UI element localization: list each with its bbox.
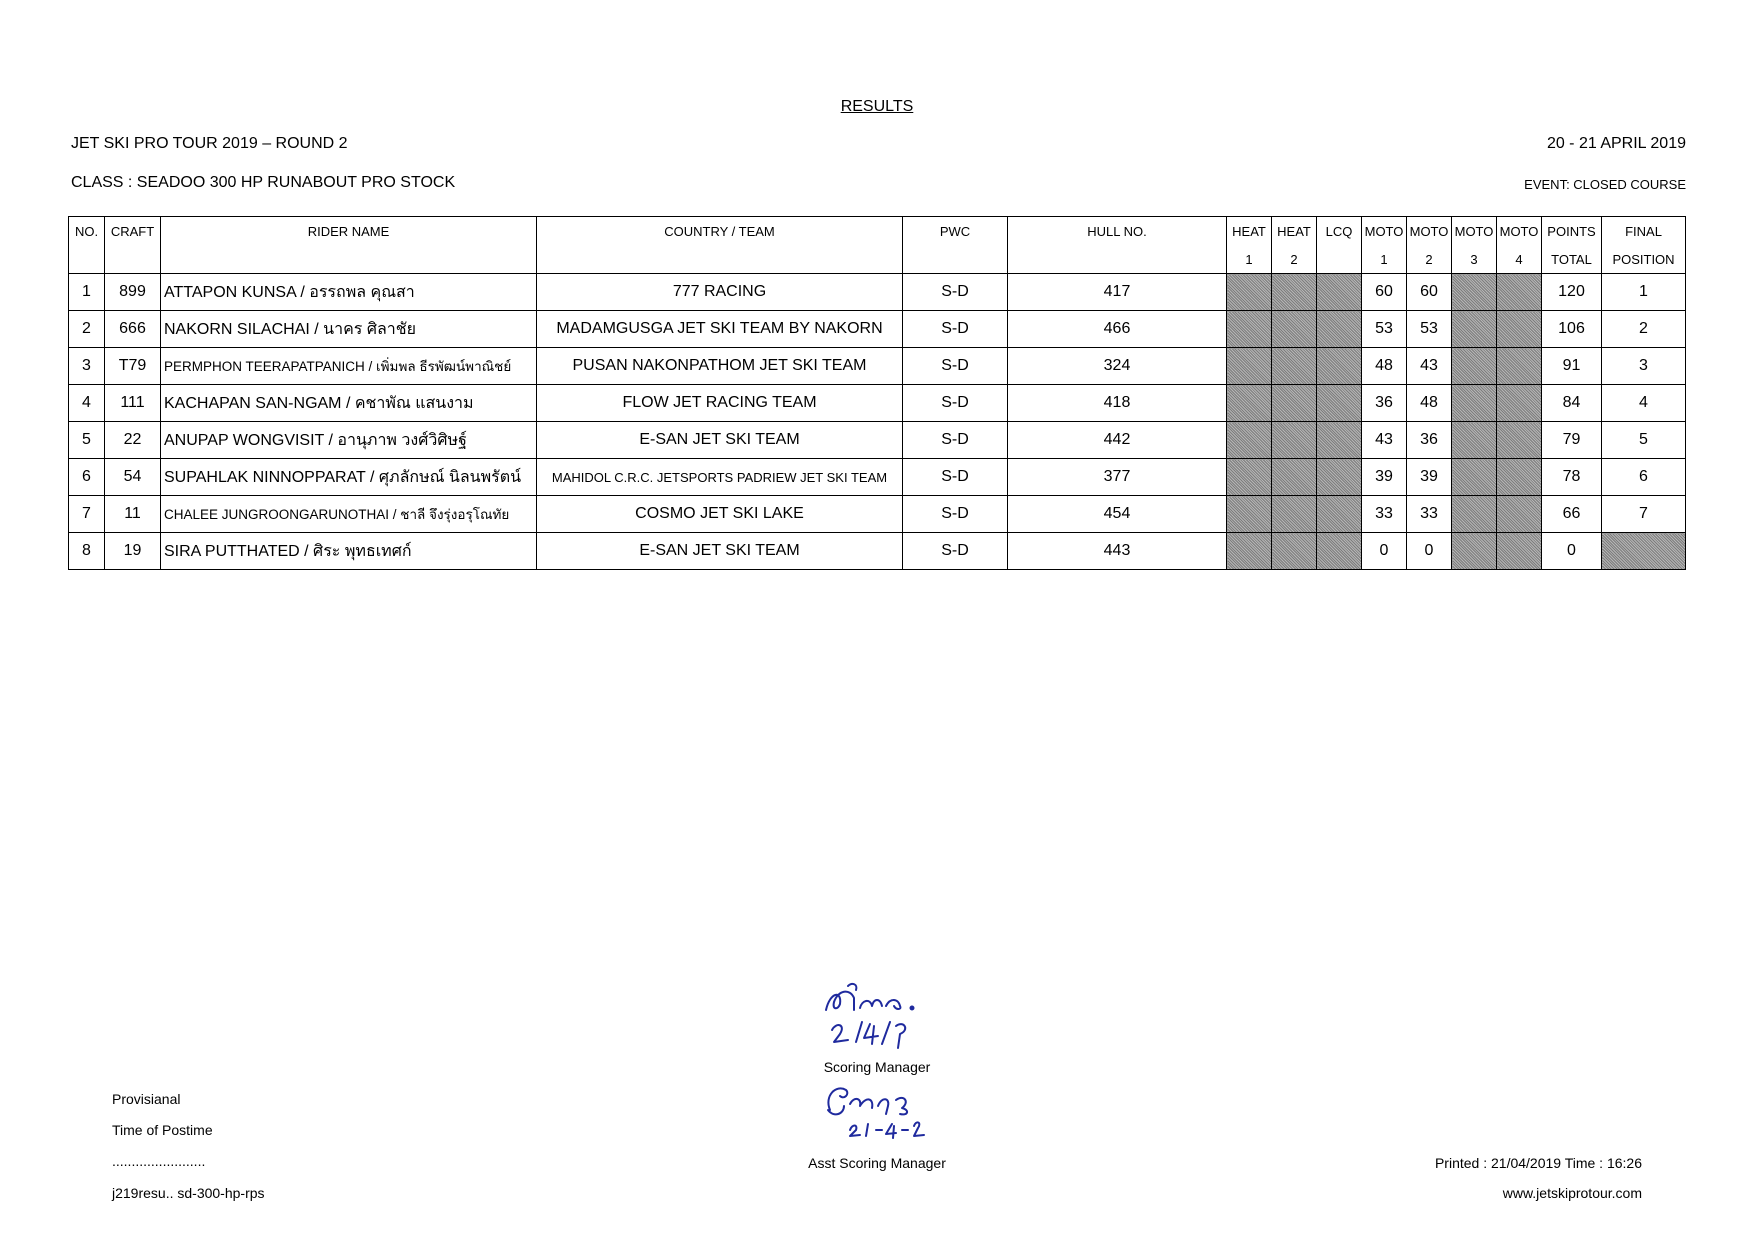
cell-moto3 [1452, 533, 1497, 570]
cell-moto2: 0 [1407, 533, 1452, 570]
col-pwc-sub [903, 245, 1008, 274]
cell-heat2 [1272, 348, 1317, 385]
cell-moto1: 36 [1362, 385, 1407, 422]
cell-craft: 666 [105, 311, 161, 348]
cell-craft: 899 [105, 274, 161, 311]
cell-rider: ATTAPON KUNSA / อรรถพล คุณสา [161, 274, 537, 311]
cell-team: E-SAN JET SKI TEAM [537, 422, 903, 459]
cell-rider: SUPAHLAK NINNOPPARAT / ศุภลักษณ์ นิลนพรัตน์ [161, 459, 537, 496]
cell-heat2 [1272, 274, 1317, 311]
cell-moto4 [1497, 311, 1542, 348]
cell-moto3 [1452, 274, 1497, 311]
col-no: NO. [69, 217, 105, 246]
cell-pwc: S-D [903, 496, 1008, 533]
event-type: EVENT: CLOSED COURSE [1524, 177, 1686, 192]
cell-moto4 [1497, 274, 1542, 311]
cell-rider: KACHAPAN SAN-NGAM / คชาพัณ แสนงาม [161, 385, 537, 422]
col-heat2: HEAT [1272, 217, 1317, 246]
cell-hull: 418 [1008, 385, 1227, 422]
cell-points: 79 [1542, 422, 1602, 459]
cell-moto1: 53 [1362, 311, 1407, 348]
cell-final: 2 [1602, 311, 1686, 348]
event-name: JET SKI PRO TOUR 2019 – ROUND 2 [71, 135, 348, 152]
col-heat1: HEAT [1227, 217, 1272, 246]
cell-moto3 [1452, 496, 1497, 533]
results-table-body [69, 274, 1686, 570]
time-of-postime-label: Time of Postime [112, 1122, 213, 1138]
col-moto4-sub: 4 [1497, 245, 1542, 274]
table-row [69, 385, 1686, 422]
col-heat1-sub: 1 [1227, 245, 1272, 274]
cell-team: PUSAN NAKONPATHOM JET SKI TEAM [537, 348, 903, 385]
cell-moto3 [1452, 385, 1497, 422]
cell-pwc: S-D [903, 311, 1008, 348]
page-title: RESULTS [840, 98, 914, 115]
cell-lcq [1317, 274, 1362, 311]
cell-hull: 443 [1008, 533, 1227, 570]
cell-heat1 [1227, 274, 1272, 311]
col-points: POINTS [1542, 217, 1602, 246]
col-team-sub [537, 245, 903, 274]
cell-heat1 [1227, 459, 1272, 496]
cell-moto2: 33 [1407, 496, 1452, 533]
cell-no: 6 [69, 459, 105, 496]
cell-heat2 [1272, 311, 1317, 348]
cell-moto3 [1452, 422, 1497, 459]
col-heat2-sub: 2 [1272, 245, 1317, 274]
cell-lcq [1317, 311, 1362, 348]
cell-moto2: 43 [1407, 348, 1452, 385]
cell-lcq [1317, 533, 1362, 570]
cell-team: COSMO JET SKI LAKE [537, 496, 903, 533]
cell-team: FLOW JET RACING TEAM [537, 385, 903, 422]
cell-heat1 [1227, 533, 1272, 570]
cell-points: 0 [1542, 533, 1602, 570]
scoring-manager-label: Scoring Manager [823, 1059, 931, 1075]
table-row [69, 459, 1686, 496]
cell-no: 1 [69, 274, 105, 311]
col-rider: RIDER NAME [161, 217, 537, 246]
cell-points: 84 [1542, 385, 1602, 422]
cell-hull: 417 [1008, 274, 1227, 311]
col-hull: HULL NO. [1008, 217, 1227, 246]
col-moto3: MOTO [1452, 217, 1497, 246]
cell-moto4 [1497, 496, 1542, 533]
cell-moto1: 39 [1362, 459, 1407, 496]
cell-no: 7 [69, 496, 105, 533]
cell-moto4 [1497, 385, 1542, 422]
col-hull-sub [1008, 245, 1227, 274]
cell-hull: 466 [1008, 311, 1227, 348]
cell-moto2: 48 [1407, 385, 1452, 422]
cell-moto2: 53 [1407, 311, 1452, 348]
cell-no: 2 [69, 311, 105, 348]
cell-hull: 454 [1008, 496, 1227, 533]
cell-final: 3 [1602, 348, 1686, 385]
table-row [69, 311, 1686, 348]
cell-moto2: 39 [1407, 459, 1452, 496]
table-row [69, 496, 1686, 533]
cell-hull: 442 [1008, 422, 1227, 459]
scoring-manager-signature [820, 980, 940, 1054]
cell-pwc: S-D [903, 385, 1008, 422]
results-table [68, 216, 1686, 570]
cell-hull: 377 [1008, 459, 1227, 496]
cell-lcq [1317, 459, 1362, 496]
cell-moto4 [1497, 422, 1542, 459]
col-lcq: LCQ [1317, 217, 1362, 246]
cell-pwc: S-D [903, 533, 1008, 570]
col-moto2: MOTO [1407, 217, 1452, 246]
cell-moto2: 36 [1407, 422, 1452, 459]
cell-points: 66 [1542, 496, 1602, 533]
cell-points: 106 [1542, 311, 1602, 348]
cell-pwc: S-D [903, 274, 1008, 311]
cell-moto1: 48 [1362, 348, 1407, 385]
cell-moto4 [1497, 348, 1542, 385]
cell-heat2 [1272, 496, 1317, 533]
cell-moto1: 43 [1362, 422, 1407, 459]
cell-heat1 [1227, 348, 1272, 385]
cell-heat1 [1227, 385, 1272, 422]
cell-moto3 [1452, 348, 1497, 385]
cell-rider: NAKORN SILACHAI / นาคร ศิลาชัย [161, 311, 537, 348]
cell-moto1: 0 [1362, 533, 1407, 570]
cell-final: 1 [1602, 274, 1686, 311]
cell-heat2 [1272, 422, 1317, 459]
postime-blank: ........................ [112, 1153, 206, 1169]
cell-heat2 [1272, 459, 1317, 496]
table-row [69, 274, 1686, 311]
col-final: FINAL [1602, 217, 1686, 246]
table-row [69, 422, 1686, 459]
cell-moto3 [1452, 459, 1497, 496]
cell-team: 777 RACING [537, 274, 903, 311]
cell-team: MAHIDOL C.R.C. JETSPORTS PADRIEW JET SKI TEAM [537, 459, 903, 496]
cell-heat1 [1227, 311, 1272, 348]
event-dates: 20 - 21 APRIL 2019 [1546, 135, 1686, 152]
cell-hull: 324 [1008, 348, 1227, 385]
cell-final: 4 [1602, 385, 1686, 422]
col-lcq-sub [1317, 245, 1362, 274]
col-rider-sub [161, 245, 537, 274]
cell-rider: CHALEE JUNGROONGARUNOTHAI / ชาลี จึงรุ่งอรุโณทัย [161, 496, 537, 533]
cell-final: 6 [1602, 459, 1686, 496]
cell-no: 5 [69, 422, 105, 459]
cell-no: 4 [69, 385, 105, 422]
provisional-label: Provisianal [112, 1091, 181, 1107]
cell-final [1602, 533, 1686, 570]
cell-team: E-SAN JET SKI TEAM [537, 533, 903, 570]
cell-moto2: 60 [1407, 274, 1452, 311]
col-no-sub [69, 245, 105, 274]
cell-moto1: 33 [1362, 496, 1407, 533]
cell-final: 7 [1602, 496, 1686, 533]
col-final-sub: POSITION [1602, 245, 1686, 274]
col-craft-sub [105, 245, 161, 274]
cell-points: 78 [1542, 459, 1602, 496]
cell-pwc: S-D [903, 422, 1008, 459]
cell-lcq [1317, 385, 1362, 422]
asst-scoring-manager-label: Asst Scoring Manager [808, 1155, 946, 1171]
col-points-sub: TOTAL [1542, 245, 1602, 274]
col-moto3-sub: 3 [1452, 245, 1497, 274]
cell-no: 3 [69, 348, 105, 385]
cell-final: 5 [1602, 422, 1686, 459]
col-moto2-sub: 2 [1407, 245, 1452, 274]
cell-heat1 [1227, 422, 1272, 459]
cell-lcq [1317, 422, 1362, 459]
col-moto1: MOTO [1362, 217, 1407, 246]
cell-moto1: 60 [1362, 274, 1407, 311]
cell-points: 91 [1542, 348, 1602, 385]
website-url: www.jetskiprotour.com [1502, 1185, 1642, 1201]
cell-craft: T79 [105, 348, 161, 385]
cell-heat1 [1227, 496, 1272, 533]
col-moto1-sub: 1 [1362, 245, 1407, 274]
file-reference: j219resu.. sd-300-hp-rps [112, 1185, 265, 1201]
cell-points: 120 [1542, 274, 1602, 311]
cell-moto4 [1497, 533, 1542, 570]
cell-pwc: S-D [903, 459, 1008, 496]
col-pwc: PWC [903, 217, 1008, 246]
cell-craft: 11 [105, 496, 161, 533]
race-class: CLASS : SEADOO 300 HP RUNABOUT PRO STOCK [71, 174, 456, 191]
cell-craft: 22 [105, 422, 161, 459]
cell-craft: 54 [105, 459, 161, 496]
col-craft: CRAFT [105, 217, 161, 246]
cell-team: MADAMGUSGA JET SKI TEAM BY NAKORN [537, 311, 903, 348]
asst-scoring-manager-signature [820, 1080, 930, 1142]
cell-moto3 [1452, 311, 1497, 348]
cell-no: 8 [69, 533, 105, 570]
cell-rider: ANUPAP WONGVISIT / อานุภาพ วงศ์วิศิษฐ์ [161, 422, 537, 459]
printed-timestamp: Printed : 21/04/2019 Time : 16:26 [1434, 1155, 1642, 1171]
cell-lcq [1317, 348, 1362, 385]
col-team: COUNTRY / TEAM [537, 217, 903, 246]
table-row [69, 348, 1686, 385]
col-moto4: MOTO [1497, 217, 1542, 246]
cell-heat2 [1272, 385, 1317, 422]
cell-craft: 111 [105, 385, 161, 422]
cell-heat2 [1272, 533, 1317, 570]
table-row [69, 533, 1686, 570]
cell-moto4 [1497, 459, 1542, 496]
cell-pwc: S-D [903, 348, 1008, 385]
cell-lcq [1317, 496, 1362, 533]
cell-craft: 19 [105, 533, 161, 570]
cell-rider: PERMPHON TEERAPATPANICH / เพิ่มพล ธีรพัฒน์พาณิชย์ [161, 348, 537, 385]
results-table-header [69, 217, 1686, 274]
cell-rider: SIRA PUTTHATED / ศิระ พุทธเทศก์ [161, 533, 537, 570]
